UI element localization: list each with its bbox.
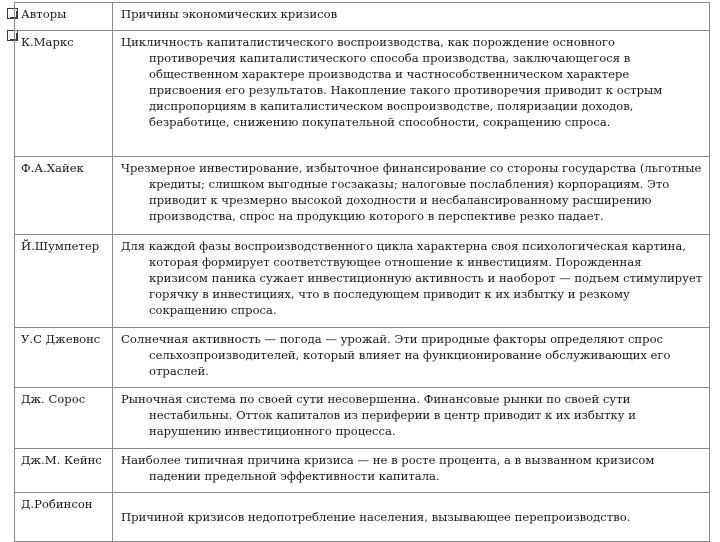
cause-cell <box>113 328 710 388</box>
cause-text: Рыночная система по своей сути несовершенна. Финансовые рынки по своей сути нестабильны. Отток капиталов из периферии в центр приводит к их избытку и нарушению инвестиционного процесса. <box>121 392 636 438</box>
cause-cell <box>113 235 710 328</box>
author-cell: К.Маркс <box>15 31 113 157</box>
table-row <box>15 235 710 328</box>
header-authors: Авторы <box>15 3 113 31</box>
author-cell: Дж.М. Кейнс <box>15 449 113 493</box>
cause-text: Чрезмерное инвестирование, избыточное финансирование со стороны государства (льготные кредиты; слишком выгодные госзаказы; налоговые послабления) корпорациям. Это приводит к чрезмерно высокой доходности и несбалансированному расширению производства, спрос на продукцию которого в перспективе резко падает. <box>121 161 702 223</box>
economic-crises-table <box>14 2 710 542</box>
author-cell: Дж. Сорос <box>15 388 113 449</box>
cause-text: Причиной кризисов недопотребление населения, вызывающее перепроизводство. <box>121 509 631 524</box>
cause-text: Для каждой фазы воспроизводственного цикла характерна своя психологическая картина, которая формирует соответствующее отношение к инвестициям. Порожденная кризисом паника сужает инвестиционную активность и наоборот — подъем стимулирует горячку в инвестициях, что в последующем приводит к их избытку и резкому сокращению спроса. <box>121 239 703 317</box>
author-cell: У.С Джевонс <box>15 328 113 388</box>
author-cell: Й.Шумпетер <box>15 235 113 328</box>
cause-text: Наиболее типичная причина кризиса — не в росте процента, а в вызванном кризисом падении предельной эффективности капитала. <box>121 453 655 483</box>
cause-cell <box>113 388 710 449</box>
table-row <box>15 157 710 235</box>
author-cell: Ф.А.Хайек <box>15 157 113 235</box>
cause-cell <box>113 449 710 493</box>
cause-cell <box>113 493 710 542</box>
cause-cell <box>113 31 710 157</box>
cause-text: Цикличность капиталистического воспроизводства, как порождение основного противоречия капиталистического способа производства, заключающегося в общественном характере производства и частнособственническом характере присвоения его результатов. Накопление такого противоречия приводит к острым диспропорциям в капиталистическом воспроизводстве, поляризации доходов, безработице, снижению покупательной способности, сокращению спроса. <box>121 35 663 129</box>
table-row <box>15 31 710 157</box>
table-row <box>15 328 710 388</box>
table-row <box>15 388 710 449</box>
table-row <box>15 449 710 493</box>
cause-text: Солнечная активность — погода — урожай. Эти природные факторы определяют спрос сельхозпроизводителей, который влияет на функционирование обслуживающих его отраслей. <box>121 332 671 378</box>
table-header-row <box>15 3 710 31</box>
cause-cell <box>113 157 710 235</box>
header-causes: Причины экономических кризисов <box>113 3 710 31</box>
author-cell: Д.Робинсон <box>15 493 113 542</box>
table-row <box>15 493 710 542</box>
